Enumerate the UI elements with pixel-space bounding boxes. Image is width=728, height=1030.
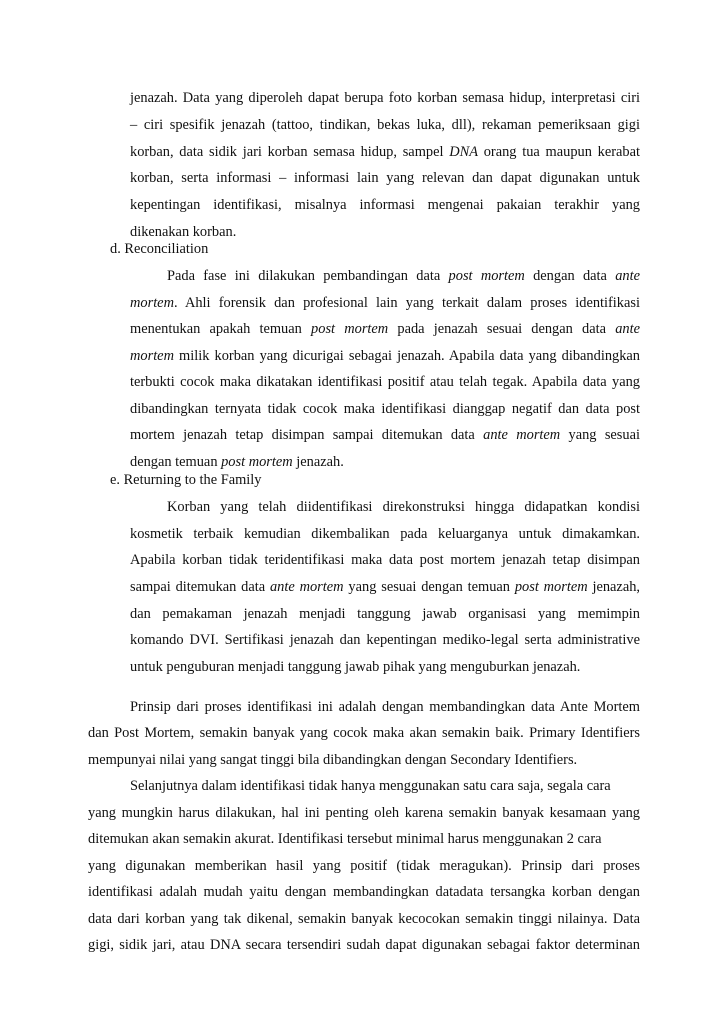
text-line: Pada fase ini dilakukan pembandingan data post mortem dengan data ante	[167, 268, 640, 284]
text-line: untuk penguburan menjadi tanggung jawab pihak yang menguburkan jenazah.	[130, 659, 581, 675]
text-line: sampai ditemukan data ante mortem yang sesuai dengan temuan post mortem jenazah,	[130, 579, 640, 595]
section-heading-e: e. Returning to the Family	[110, 472, 262, 488]
text-line: gigi, sidik jari, atau DNA secara tersendiri sudah dapat digunakan sebagai faktor determinan	[88, 937, 640, 953]
text-line: korban, serta informasi – informasi lain yang relevan dan dapat digunakan untuk	[130, 170, 640, 186]
section-heading-d: d. Reconciliation	[110, 241, 209, 257]
text-line: Prinsip dari proses identifikasi ini adalah dengan membandingkan data Ante Mortem	[130, 699, 640, 715]
text-line: – ciri spesifik jenazah (tattoo, tindikan, bekas luka, dll), rekaman pemeriksaan gigi	[130, 117, 640, 133]
text-line: Korban yang telah diidentifikasi direkonstruksi hingga didapatkan kondisi	[167, 499, 640, 515]
text-line: dan Post Mortem, semakin banyak yang cocok maka akan semakin baik. Primary Identifiers	[88, 725, 640, 741]
text-line: dengan temuan post mortem jenazah.	[130, 454, 344, 470]
text-line: data dari korban yang tak dikenal, semakin banyak kecocokan semakin tinggi nilainya. Data	[88, 911, 640, 927]
text-line: korban, data sidik jari korban semasa hidup, sampel DNA orang tua maupun kerabat	[130, 144, 640, 160]
text-line: mortem jenazah tetap disimpan sampai ditemukan data ante mortem yang sesuai	[130, 427, 640, 443]
text-line: yang digunakan memberikan hasil yang positif (tidak meragukan). Prinsip dari proses	[88, 858, 640, 874]
text-line: yang mungkin harus dilakukan, hal ini penting oleh karena semakin banyak kesamaan yang	[88, 805, 640, 821]
text-line: kosmetik terbaik kemudian dikembalikan pada keluarganya untuk dimakamkan.	[130, 526, 640, 542]
text-line: ditemukan akan semakin akurat. Identifikasi tersebut minimal harus menggunakan 2 cara	[88, 831, 602, 847]
text-line: menentukan apakah temuan post mortem pada jenazah sesuai dengan data ante	[130, 321, 640, 337]
text-line: mempunyai nilai yang sangat tinggi bila dibandingkan dengan Secondary Identifiers.	[88, 752, 578, 768]
text-line: identifikasi adalah mudah yaitu dengan membandingkan datadata tersangka korban dengan	[88, 884, 640, 900]
text-line: terbukti cocok maka dikatakan identifikasi positif atau telah tegak. Apabila data yang	[130, 374, 640, 390]
text-line: komando DVI. Sertifikasi jenazah dan kepentingan mediko-legal serta administrative	[130, 632, 640, 648]
text-line: mortem. Ahli forensik dan profesional lain yang terkait dalam proses identifikasi	[130, 295, 640, 311]
text-line: kepentingan identifikasi, misalnya informasi mengenai pakaian terakhir yang	[130, 197, 640, 213]
text-line: Selanjutnya dalam identifikasi tidak hanya menggunakan satu cara saja, segala cara	[130, 778, 611, 794]
text-line: dibandingkan ternyata tidak cocok maka identifikasi dianggap negatif dan data post	[130, 401, 640, 417]
text-line: mortem milik korban yang dicurigai sebagai jenazah. Apabila data yang dibandingkan	[130, 348, 640, 364]
text-line: dikenakan korban.	[130, 224, 237, 240]
text-line: dan pemakaman jenazah menjadi tanggung jawab organisasi yang memimpin	[130, 606, 640, 622]
text-line: Apabila korban tidak teridentifikasi maka data post mortem jenazah tetap disimpan	[130, 552, 640, 568]
text-line: jenazah. Data yang diperoleh dapat berupa foto korban semasa hidup, interpretasi ciri	[130, 90, 640, 106]
